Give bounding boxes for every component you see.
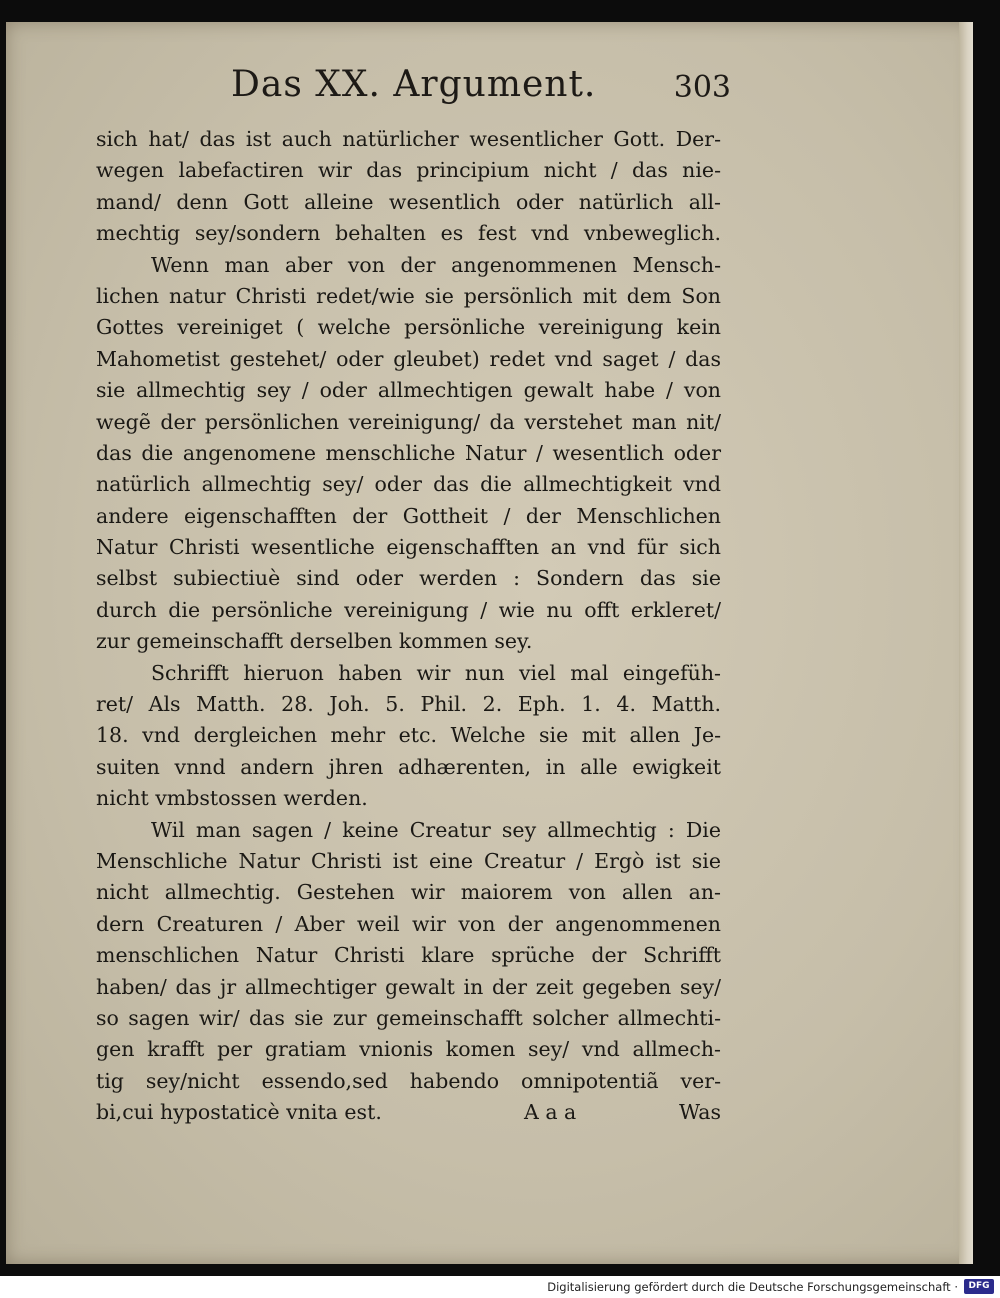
text-line: Mahometist gestehet/ oder gleubet) redet vnd saget / das [96, 346, 721, 371]
text-line: mechtig sey/sondern behalten es fest vnd vnbeweglich. [96, 221, 721, 246]
text-line: Menschliche Natur Christi ist eine Creatur / Ergò ist sie [96, 848, 721, 873]
text-line: zur gemeinschafft derselben kommen sey. [96, 629, 533, 654]
text-line: wegen labefactiren wir das principium nicht / das nie- [96, 158, 721, 183]
text-line: mand/ denn Gott alleine wesentlich oder natürlich all- [96, 189, 721, 214]
last-text-line [96, 1097, 721, 1128]
text-line: andere eigenschafften der Gottheit / der Menschlichen [96, 503, 721, 528]
text-line: bi,cui hypostaticè vnita est. [96, 1100, 382, 1125]
text-line: gen krafft per gratiam vnionis komen sey/ vnd allmech- [96, 1037, 721, 1062]
text-line: Natur Christi wesentliche eigenschafften an vnd für sich [96, 535, 721, 560]
funding-credit: Digitalisierung gefördert durch die Deutsche Forschungsgemeinschaft · [547, 1280, 958, 1294]
page-gutter [959, 22, 973, 1264]
page-header [231, 64, 731, 114]
text-line: Gottes vereiniget ( welche persönliche vereinigung kein [96, 315, 721, 340]
text-line: nicht allmechtig. Gestehen wir maiorem von allen an- [96, 880, 721, 905]
text-line: Wenn man aber von der angenommenen Mensch- [151, 252, 721, 277]
text-line: Wil man sagen / keine Creatur sey allmechtig : Die [151, 817, 721, 842]
footer-bar [0, 1276, 1000, 1298]
text-line: tig sey/nicht essendo,sed habendo omnipotentiã ver- [96, 1068, 721, 1093]
page-number: 303 [673, 70, 731, 105]
text-line: so sagen wir/ das sie zur gemeinschafft solcher allmechti- [96, 1005, 721, 1030]
text-line: wegẽ der persönlichen vereinigung/ da verstehet man nit/ [96, 409, 721, 434]
text-line: Schrifft hieruon haben wir nun viel mal eingefüh- [151, 660, 721, 685]
text-line: ret/ Als Matth. 28. Joh. 5. Phil. 2. Eph. 1. 4. Matth. [96, 692, 721, 717]
text-line: sich hat/ das ist auch natürlicher wesentlicher Gott. Der- [96, 127, 721, 151]
signature-mark: A a a [524, 1100, 577, 1125]
text-line: dern Creaturen / Aber weil wir von der angenommenen [96, 911, 721, 936]
text-line: nicht vmbstossen werden. [96, 786, 368, 811]
running-head: Das XX. Argument. [231, 64, 597, 105]
dfg-logo: DFG [964, 1279, 994, 1294]
text-line: menschlichen Natur Christi klare sprüche der Schrifft [96, 943, 721, 968]
text-line: durch die persönliche vereinigung / wie nu offt erkleret/ [96, 597, 721, 622]
body-text [96, 124, 721, 1129]
text-line: natürlich allmechtig sey/ oder das die allmechtigkeit vnd [96, 472, 721, 497]
text-line: suiten vnnd andern jhren adhærenten, in alle ewigkeit [96, 754, 721, 779]
text-line: haben/ das jr allmechtiger gewalt in der zeit gegeben sey/ [96, 974, 721, 999]
text-line: 18. vnd dergleichen mehr etc. Welche sie mit allen Je- [96, 723, 721, 748]
text-line: das die angenomene menschliche Natur / wesentlich oder [96, 440, 721, 465]
catchword: Was [678, 1100, 721, 1125]
text-line: lichen natur Christi redet/wie sie persönlich mit dem Son [96, 283, 721, 308]
text-line: selbst subiectiuè sind oder werden : Sondern das sie [96, 566, 721, 591]
book-page [6, 22, 973, 1264]
text-line: sie allmechtig sey / oder allmechtigen gewalt habe / von [96, 378, 721, 403]
